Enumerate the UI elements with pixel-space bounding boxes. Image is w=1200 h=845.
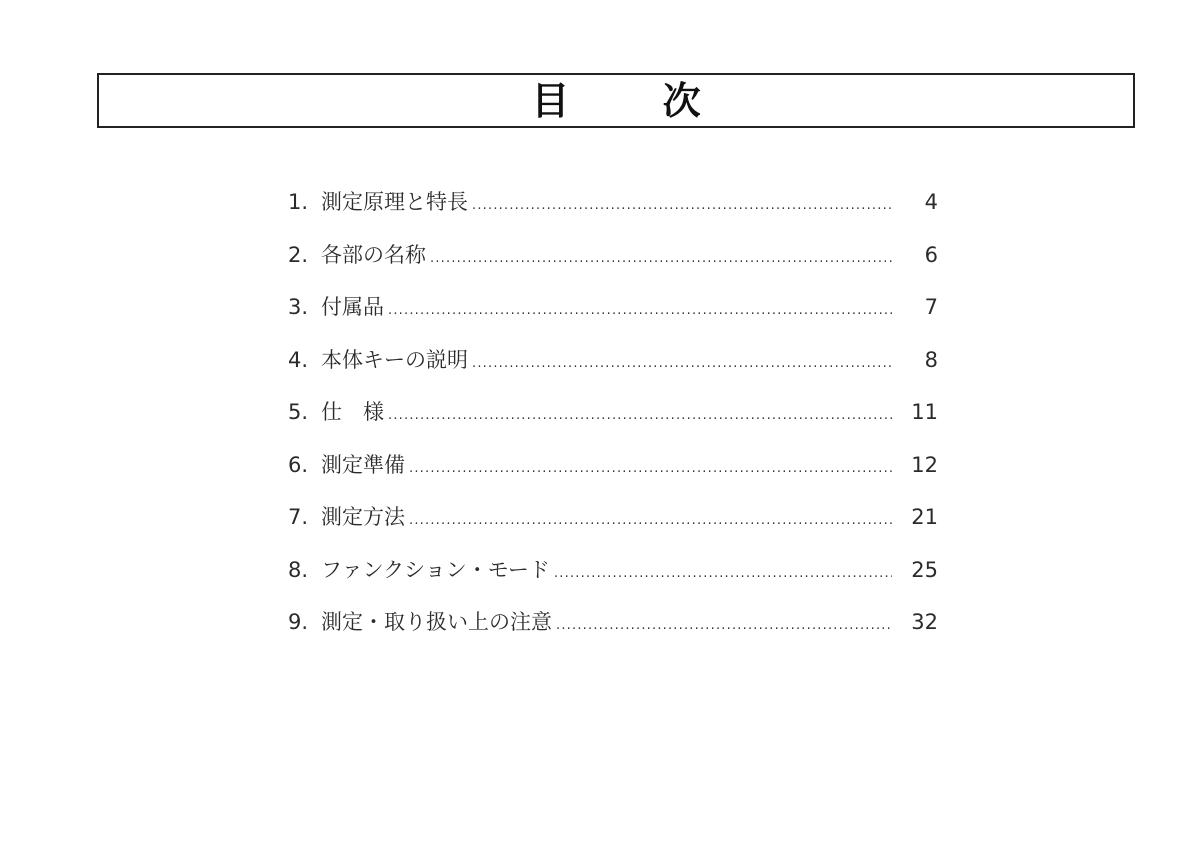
toc-entry-number: 6. [288,452,309,477]
toc-entry-page: 7 [924,295,938,319]
toc-entry-number: 1. [288,190,309,214]
toc-entry-label: 付属品 [321,295,384,319]
toc-entry-number: 9. [288,610,309,634]
toc-entry[interactable] [288,192,938,245]
title-box [97,73,1135,128]
toc-entry-label: 各部の名称 [321,242,426,267]
toc-entry[interactable] [288,242,938,298]
toc-entry-page: 11 [911,400,938,424]
toc-entry[interactable] [288,612,938,665]
toc-entry-page: 6 [924,242,938,267]
dot-leader [409,462,892,475]
toc-entry-number: 7. [288,505,309,529]
toc-entry[interactable] [288,402,938,455]
toc-entry[interactable] [288,297,938,350]
dot-leader [472,357,892,370]
toc-entry-label: 測定・取り扱い上の注意 [321,610,552,634]
toc-entry-label: 仕 様 [321,400,384,424]
toc-entry-page: 25 [911,557,938,582]
toc-entry-page: 32 [911,610,938,634]
toc-entry-number: 8. [288,557,309,582]
toc-entry[interactable] [288,347,938,403]
toc-entry-label: ファンクション・モード [321,557,550,582]
toc-entry[interactable] [288,452,938,508]
dot-leader [554,567,892,580]
dot-leader [556,619,892,632]
toc-entry[interactable] [288,507,938,560]
toc-entry-number: 4. [288,347,309,372]
dot-leader [430,252,892,265]
toc-entry-number: 3. [288,295,309,319]
toc-entry-label: 本体キーの説明 [321,347,468,372]
toc-entry[interactable] [288,557,938,613]
dot-leader [409,514,892,527]
page-title: 目 次 [531,78,741,123]
table-of-contents [288,192,938,665]
toc-entry-label: 測定準備 [321,452,405,477]
toc-entry-label: 測定原理と特長 [321,190,468,214]
toc-entry-label: 測定方法 [321,505,405,529]
toc-entry-page: 8 [924,347,938,372]
dot-leader [472,199,892,212]
toc-entry-number: 5. [288,400,309,424]
toc-entry-number: 2. [288,242,309,267]
dot-leader [388,304,892,317]
toc-entry-page: 12 [911,452,938,477]
dot-leader [388,409,892,422]
toc-entry-page: 21 [911,505,938,529]
toc-entry-page: 4 [924,190,938,214]
